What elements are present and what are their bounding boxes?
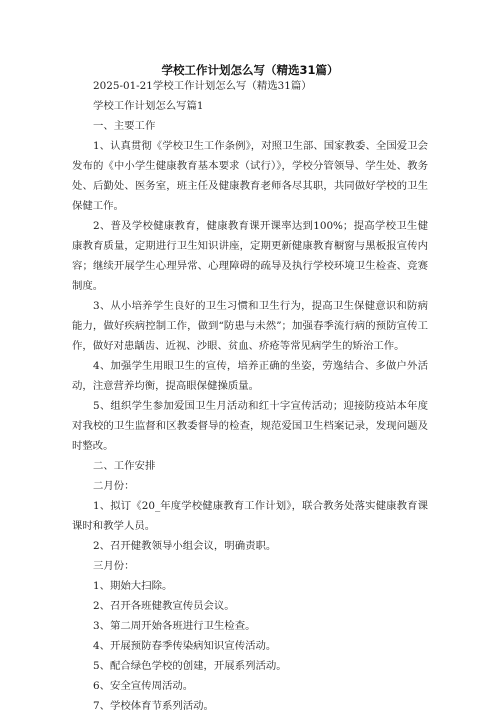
march-item-5: 5、配合绿色学校的创建，开展系列活动。 (93, 660, 287, 672)
march-item-6: 6、安全宣传周活动。 (93, 680, 194, 692)
february-item-2: 2、召开健教领导小组会议，明确责职。 (93, 540, 277, 552)
march-item-2: 2、召开各班健教宣传员会议。 (93, 600, 235, 612)
month-heading-march: 三月份： (93, 560, 135, 572)
document-body (72, 76, 428, 716)
article-heading: 学校工作计划怎么写篇1 (93, 100, 204, 112)
month-heading-february: 二月份： (93, 480, 135, 492)
march-item-1: 1、期始大扫除。 (93, 580, 173, 592)
paragraph-item-2: 2、普及学校健康教育，健康教育课开课率达到100%；提高学校卫生健康教育质量，定期进行卫生知识讲座，定期更新健康教育橱窗与黑板报宣传内容；继续开展学生心理异常、心理障碍的疏导及执行学校环境卫生检查、竞赛制度。 (72, 220, 428, 292)
paragraph-item-5: 5、组织学生参加爱国卫生月活动和红十字宣传活动；迎接防疫站本年度对我校的卫生监督和区教委督导的检查，规范爱国卫生档案记录，发现问题及时整改。 (72, 400, 428, 452)
march-item-3: 3、第二周开始各班进行卫生检查。 (93, 620, 256, 632)
february-item-1: 1、拟订《20_年度学校健康教育工作计划》，联合教务处落实健康教育课课时和教学人员。 (72, 500, 428, 532)
paragraph-item-1: 1、认真贯彻《学校卫生工作条例》，对照卫生部、国家教委、全国爱卫会发布的《中小学生健康教育基本要求（试行）》，学校分管领导、学生处、教务处、后勤处、医务室，班主任及健康教育老师各尽其职，共同做好学校的卫生保健工作。 (72, 140, 428, 212)
date-line: 2025-01-21学校工作计划怎么写（精选31篇） (93, 80, 312, 92)
march-item-7: 7、学校体育节系列活动。 (93, 700, 214, 712)
section-heading-main-work: 一、主要工作 (93, 120, 156, 132)
document-title: 学校工作计划怎么写（精选31篇） (161, 63, 339, 77)
paragraph-item-4: 4、加强学生用眼卫生的宣传，培养正确的坐姿，劳逸结合、多做户外活动，注意营养均衡，提高眼保健操质量。 (72, 360, 428, 392)
section-heading-schedule: 二、工作安排 (93, 460, 156, 472)
paragraph-item-3: 3、从小培养学生良好的卫生习惯和卫生行为，提高卫生保健意识和防病能力，做好疾病控制工作，做到“防患与未然”；加强春季流行病的预防宣传工作，做好对患龋齿、近视、沙眼、贫血、疥疮等常见病学生的矫治工作。 (72, 300, 428, 352)
march-item-4: 4、开展预防春季传染病知识宣传活动。 (93, 640, 277, 652)
